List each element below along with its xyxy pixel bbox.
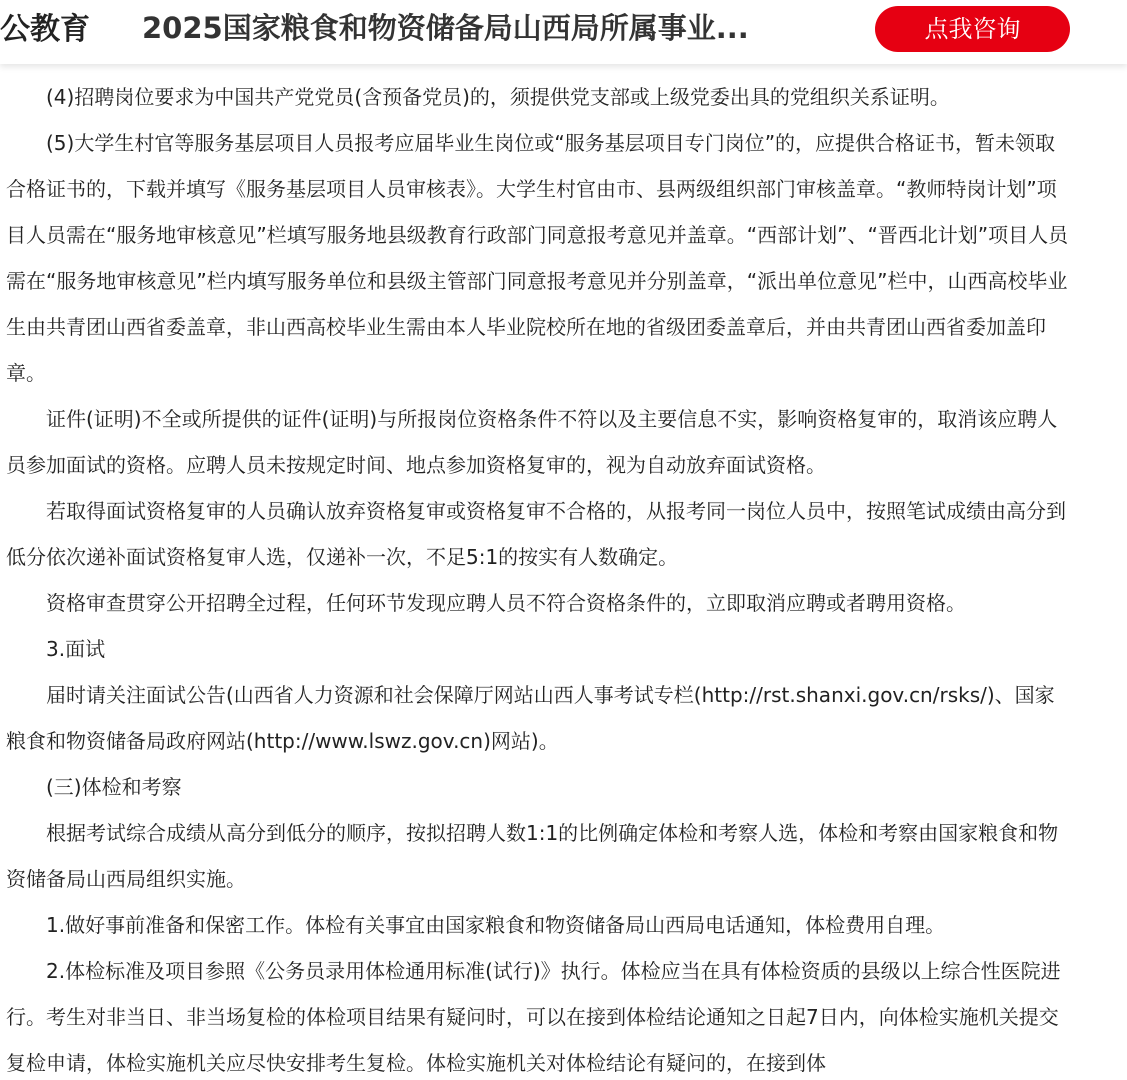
page-title: 2025国家粮食和物资储备局山西局所属事业... (142, 11, 749, 45)
article-body (6, 74, 1074, 1080)
section-heading-interview: 3.面试 (46, 637, 106, 661)
article-paragraph: (4)招聘岗位要求为中国共产党党员(含预备党员)的，须提供党支部或上级党委出具的党组织关系证明。 (46, 85, 950, 109)
article-paragraph: 证件(证明)不全或所提供的证件(证明)与所报岗位资格条件不符以及主要信息不实，影响资格复审的，取消该应聘人员参加面试的资格。应聘人员未按规定时间、地点参加资格复审的，视为自动放弃面试资格。 (6, 407, 1058, 477)
consult-button[interactable]: 点我咨询 (875, 6, 1070, 52)
section-heading-exam: (三)体检和考察 (46, 775, 182, 799)
brand-logo-text[interactable]: 公教育 (0, 12, 90, 47)
article-paragraph: 1.做好事前准备和保密工作。体检有关事宜由国家粮食和物资储备局山西局电话通知，体检费用自理。 (46, 913, 946, 937)
article-paragraph: 根据考试综合成绩从高分到低分的顺序，按拟招聘人数1:1的比例确定体检和考察人选，体检和考察由国家粮食和物资储备局山西局组织实施。 (6, 821, 1059, 891)
article-paragraph: (5)大学生村官等服务基层项目人员报考应届毕业生岗位或“服务基层项目专门岗位”的，应提供合格证书，暂未领取合格证书的，下载并填写《服务基层项目人员审核表》。大学生村官由市、县两级组织部门审核盖章。“教师特岗计划”项目人员需在“服务地审核意见”栏填写服务地县级教育行政部门同意报考意见并盖章。“西部计划”、“晋西北计划”项目人员需在“服务地审核意见”栏内填写服务单位和县级主管部门同意报考意见并分别盖章，“派出单位意见”栏中，山西高校毕业生由共青团山西省委盖章，非山西高校毕业生需由本人毕业院校所在地的省级团委盖章后，并由共青团山西省委加盖印章。 (6, 131, 1069, 385)
article-paragraph: 2.体检标准及项目参照《公务员录用体检通用标准(试行)》执行。体检应当在具有体检资质的县级以上综合性医院进行。考生对非当日、非当场复检的体检项目结果有疑问时，可以在接到体检结论通知之日起7日内，向体检实施机关提交复检申请，体检实施机关应尽快安排考生复检。体检实施机关对体检结论有疑问的，在接到体 (6, 959, 1061, 1075)
article-paragraph: 资格审查贯穿公开招聘全过程，任何环节发现应聘人员不符合资格条件的，立即取消应聘或者聘用资格。 (46, 591, 966, 615)
article-paragraph: 若取得面试资格复审的人员确认放弃资格复审或资格复审不合格的，从报考同一岗位人员中，按照笔试成绩由高分到低分依次递补面试资格复审人选，仅递补一次，不足5:1的按实有人数确定。 (6, 499, 1066, 569)
top-header (0, 0, 1127, 64)
article-paragraph-with-links: 届时请关注面试公告(山西省人力资源和社会保障厅网站山西人事考试专栏(http://rst.shanxi.gov.cn/rsks/)、国家粮食和物资储备局政府网站(http://www.lswz.gov.cn)网站)。 (6, 683, 1055, 753)
